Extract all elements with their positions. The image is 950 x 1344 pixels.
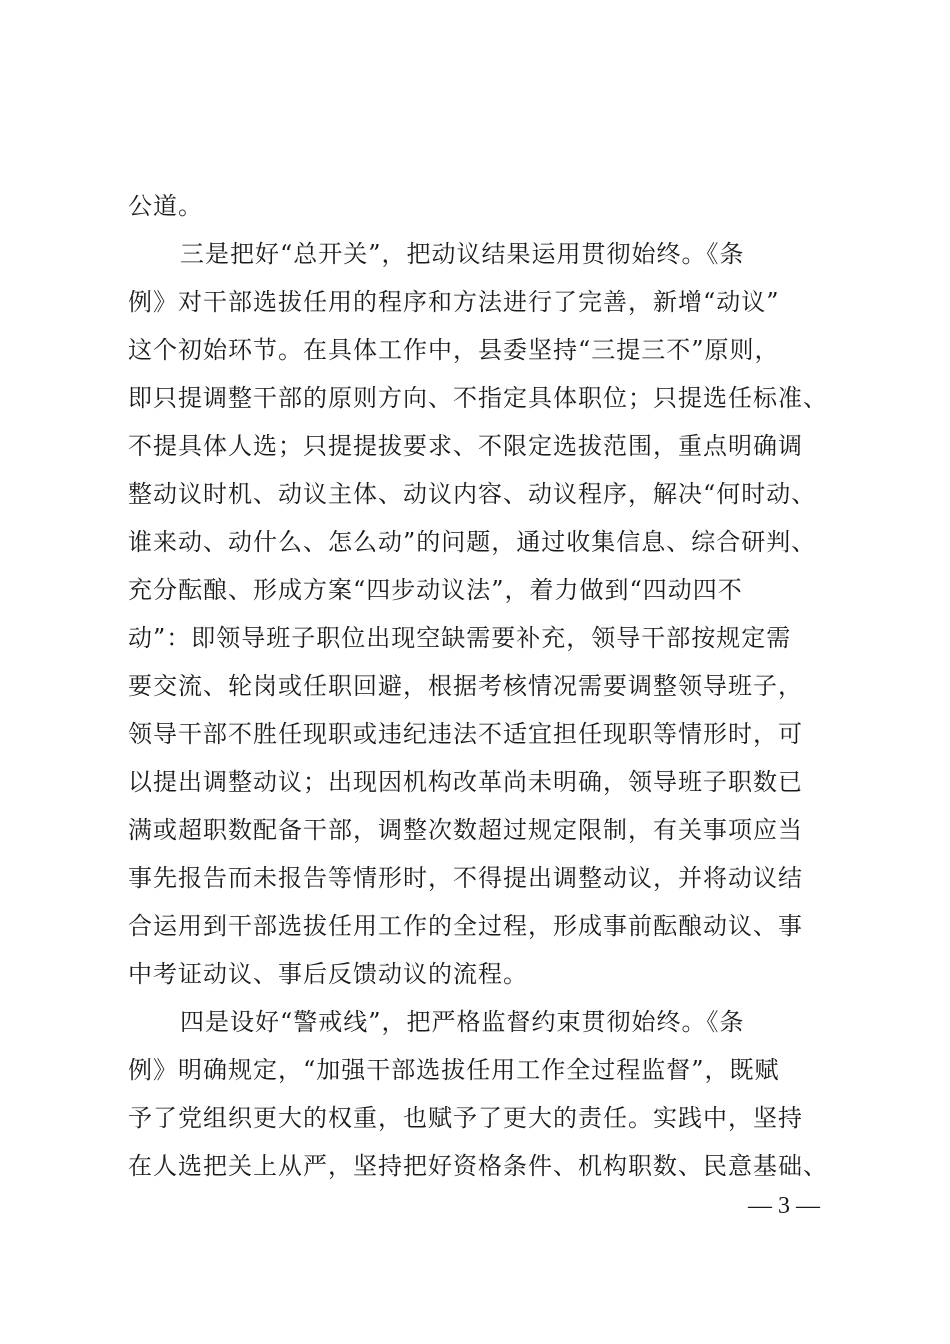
text-line: 要交流、轮岗或任职回避，根据考核情况需要调整领导班子， <box>128 672 803 700</box>
text-line: 这个初始环节。在具体工作中，县委坚持“三提三不”原则， <box>128 336 780 364</box>
page-number: — 3 — <box>748 1193 820 1219</box>
text-line: 整动议时机、动议主体、动议内容、动议程序，解决“何时动、 <box>128 480 817 508</box>
text-line: 中考证动议、事后反馈动议的流程。 <box>128 960 528 988</box>
text-line: 即只提调整干部的原则方向、不指定具体职位；只提选任标准、 <box>128 384 828 412</box>
text-line: 以提出调整动议；出现因机构改革尚未明确，领导班子职数已 <box>128 768 803 796</box>
text-line: 事先报告而未报告等情形时，不得提出调整动议，并将动议结 <box>128 864 803 892</box>
text-line: 合运用到干部选拔任用工作的全过程，形成事前酝酿动议、事 <box>128 912 803 940</box>
text-line: 公道。 <box>128 192 203 220</box>
text-line: 动”：即领导班子职位出现空缺需要补充，领导干部按规定需 <box>128 624 792 652</box>
text-line: 谁来动、动什么、怎么动”的问题，通过收集信息、综合研判、 <box>128 528 817 556</box>
text-line: 充分酝酿、形成方案“四步动议法”，着力做到“四动四不 <box>128 576 743 604</box>
paragraph-start-line: 三是把好“总开关”，把动议结果运用贯彻始终。《条 <box>180 240 745 268</box>
text-line: 在人选把关上从严，坚持把好资格条件、机构职数、民意基础、 <box>128 1152 828 1180</box>
text-line: 例》对干部选拔任用的程序和方法进行了完善，新增“动议” <box>128 288 780 316</box>
text-line: 领导干部不胜任现职或违纪违法不适宜担任现职等情形时，可 <box>128 720 803 748</box>
paragraph-start-line: 四是设好“警戒线”，把严格监督约束贯彻始终。《条 <box>180 1008 745 1036</box>
text-line: 满或超职数配备干部，调整次数超过规定限制，有关事项应当 <box>128 816 803 844</box>
text-line: 不提具体人选；只提提拔要求、不限定选拔范围，重点明确调 <box>128 432 803 460</box>
text-line: 予了党组织更大的权重，也赋予了更大的责任。实践中，坚持 <box>128 1104 803 1132</box>
text-line: 例》明确规定，“加强干部选拔任用工作全过程监督”，既赋 <box>128 1056 780 1084</box>
